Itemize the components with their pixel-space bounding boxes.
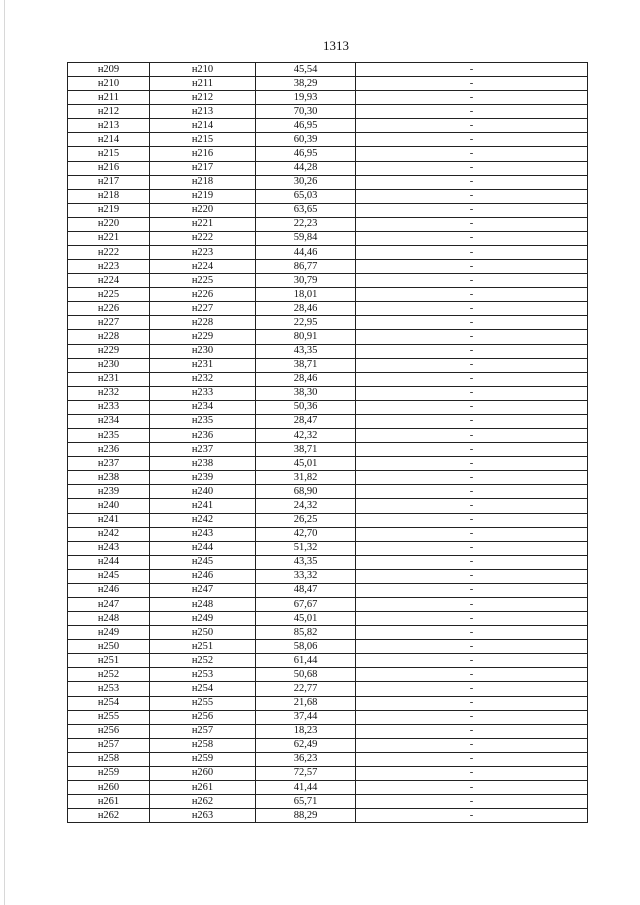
note-cell: - <box>356 91 588 105</box>
note-cell: - <box>356 330 588 344</box>
distance-cell: 60,39 <box>256 133 356 147</box>
from-point-cell: н225 <box>68 288 150 302</box>
from-point-cell: н238 <box>68 471 150 485</box>
from-point-cell: н227 <box>68 316 150 330</box>
from-point-cell: н262 <box>68 809 150 823</box>
distance-cell: 59,84 <box>256 231 356 245</box>
to-point-cell: н235 <box>150 414 256 428</box>
from-point-cell: н211 <box>68 91 150 105</box>
from-point-cell: н256 <box>68 724 150 738</box>
note-cell: - <box>356 527 588 541</box>
to-point-cell: н210 <box>150 63 256 77</box>
note-cell: - <box>356 443 588 457</box>
distance-cell: 19,93 <box>256 91 356 105</box>
to-point-cell: н241 <box>150 499 256 513</box>
to-point-cell: н253 <box>150 668 256 682</box>
table-row <box>68 809 588 823</box>
to-point-cell: н242 <box>150 513 256 527</box>
distance-cell: 38,71 <box>256 358 356 372</box>
note-cell: - <box>356 795 588 809</box>
distance-cell: 43,35 <box>256 555 356 569</box>
distance-cell: 21,68 <box>256 696 356 710</box>
from-point-cell: н221 <box>68 231 150 245</box>
note-cell: - <box>356 203 588 217</box>
to-point-cell: н220 <box>150 203 256 217</box>
from-point-cell: н218 <box>68 189 150 203</box>
to-point-cell: н219 <box>150 189 256 203</box>
note-cell: - <box>356 400 588 414</box>
to-point-cell: н246 <box>150 569 256 583</box>
note-cell: - <box>356 316 588 330</box>
to-point-cell: н217 <box>150 161 256 175</box>
note-cell: - <box>356 710 588 724</box>
to-point-cell: н260 <box>150 766 256 780</box>
from-point-cell: н226 <box>68 302 150 316</box>
table-row <box>68 414 588 428</box>
note-cell: - <box>356 682 588 696</box>
table-row <box>68 77 588 91</box>
table-row <box>68 583 588 597</box>
from-point-cell: н254 <box>68 696 150 710</box>
from-point-cell: н209 <box>68 63 150 77</box>
from-point-cell: н222 <box>68 246 150 260</box>
from-point-cell: н244 <box>68 555 150 569</box>
distance-cell: 42,32 <box>256 429 356 443</box>
note-cell: - <box>356 274 588 288</box>
from-point-cell: н224 <box>68 274 150 288</box>
to-point-cell: н251 <box>150 640 256 654</box>
table-row <box>68 302 588 316</box>
from-point-cell: н228 <box>68 330 150 344</box>
table-row <box>68 344 588 358</box>
note-cell: - <box>356 752 588 766</box>
distance-cell: 88,29 <box>256 809 356 823</box>
from-point-cell: н240 <box>68 499 150 513</box>
table-row <box>68 513 588 527</box>
note-cell: - <box>356 386 588 400</box>
note-cell: - <box>356 696 588 710</box>
distance-cell: 68,90 <box>256 485 356 499</box>
table-row <box>68 63 588 77</box>
table-row <box>68 274 588 288</box>
table-row <box>68 133 588 147</box>
table-row <box>68 372 588 386</box>
note-cell: - <box>356 133 588 147</box>
to-point-cell: н218 <box>150 175 256 189</box>
from-point-cell: н259 <box>68 766 150 780</box>
to-point-cell: н224 <box>150 260 256 274</box>
from-point-cell: н215 <box>68 147 150 161</box>
distance-cell: 61,44 <box>256 654 356 668</box>
distance-cell: 48,47 <box>256 583 356 597</box>
distance-cell: 46,95 <box>256 119 356 133</box>
from-point-cell: н232 <box>68 386 150 400</box>
table-row <box>68 738 588 752</box>
scan-edge <box>4 0 5 905</box>
to-point-cell: н226 <box>150 288 256 302</box>
distance-cell: 28,46 <box>256 372 356 386</box>
note-cell: - <box>356 175 588 189</box>
table-row <box>68 429 588 443</box>
note-cell: - <box>356 105 588 119</box>
to-point-cell: н263 <box>150 809 256 823</box>
from-point-cell: н246 <box>68 583 150 597</box>
distance-cell: 28,47 <box>256 414 356 428</box>
to-point-cell: н233 <box>150 386 256 400</box>
distance-cell: 65,71 <box>256 795 356 809</box>
table-row <box>68 189 588 203</box>
distance-cell: 24,32 <box>256 499 356 513</box>
table-row <box>68 640 588 654</box>
note-cell: - <box>356 231 588 245</box>
note-cell: - <box>356 668 588 682</box>
from-point-cell: н258 <box>68 752 150 766</box>
from-point-cell: н234 <box>68 414 150 428</box>
distance-cell: 63,65 <box>256 203 356 217</box>
to-point-cell: н248 <box>150 597 256 611</box>
to-point-cell: н230 <box>150 344 256 358</box>
note-cell: - <box>356 429 588 443</box>
to-point-cell: н258 <box>150 738 256 752</box>
to-point-cell: н236 <box>150 429 256 443</box>
note-cell: - <box>356 738 588 752</box>
to-point-cell: н237 <box>150 443 256 457</box>
distance-cell: 37,44 <box>256 710 356 724</box>
table-row <box>68 358 588 372</box>
table-row <box>68 795 588 809</box>
note-cell: - <box>356 809 588 823</box>
table-row <box>68 386 588 400</box>
to-point-cell: н255 <box>150 696 256 710</box>
to-point-cell: н245 <box>150 555 256 569</box>
to-point-cell: н232 <box>150 372 256 386</box>
to-point-cell: н252 <box>150 654 256 668</box>
note-cell: - <box>356 640 588 654</box>
from-point-cell: н247 <box>68 597 150 611</box>
from-point-cell: н241 <box>68 513 150 527</box>
distance-cell: 30,26 <box>256 175 356 189</box>
data-table-container <box>67 62 587 823</box>
page-number: 1313 <box>323 38 349 53</box>
from-point-cell: н236 <box>68 443 150 457</box>
distance-cell: 44,28 <box>256 161 356 175</box>
table-row <box>68 527 588 541</box>
distance-cell: 51,32 <box>256 541 356 555</box>
note-cell: - <box>356 541 588 555</box>
table-row <box>68 175 588 189</box>
distance-cell: 44,46 <box>256 246 356 260</box>
from-point-cell: н231 <box>68 372 150 386</box>
note-cell: - <box>356 344 588 358</box>
from-point-cell: н249 <box>68 626 150 640</box>
table-row <box>68 696 588 710</box>
to-point-cell: н211 <box>150 77 256 91</box>
distance-cell: 50,68 <box>256 668 356 682</box>
table-row <box>68 499 588 513</box>
to-point-cell: н238 <box>150 457 256 471</box>
to-point-cell: н234 <box>150 400 256 414</box>
table-row <box>68 555 588 569</box>
note-cell: - <box>356 246 588 260</box>
table-row <box>68 400 588 414</box>
distance-cell: 22,95 <box>256 316 356 330</box>
distance-cell: 67,67 <box>256 597 356 611</box>
to-point-cell: н231 <box>150 358 256 372</box>
table-row <box>68 457 588 471</box>
distance-cell: 86,77 <box>256 260 356 274</box>
note-cell: - <box>356 217 588 231</box>
from-point-cell: н229 <box>68 344 150 358</box>
to-point-cell: н256 <box>150 710 256 724</box>
note-cell: - <box>356 513 588 527</box>
from-point-cell: н230 <box>68 358 150 372</box>
table-row <box>68 569 588 583</box>
from-point-cell: н223 <box>68 260 150 274</box>
distance-cell: 85,82 <box>256 626 356 640</box>
distance-cell: 31,82 <box>256 471 356 485</box>
table-row <box>68 147 588 161</box>
note-cell: - <box>356 780 588 794</box>
note-cell: - <box>356 358 588 372</box>
from-point-cell: н255 <box>68 710 150 724</box>
distance-cell: 30,79 <box>256 274 356 288</box>
from-point-cell: н242 <box>68 527 150 541</box>
table-row <box>68 626 588 640</box>
table-row <box>68 288 588 302</box>
from-point-cell: н214 <box>68 133 150 147</box>
table-row <box>68 752 588 766</box>
note-cell: - <box>356 147 588 161</box>
from-point-cell: н237 <box>68 457 150 471</box>
table-row <box>68 203 588 217</box>
note-cell: - <box>356 457 588 471</box>
from-point-cell: н261 <box>68 795 150 809</box>
distance-cell: 22,77 <box>256 682 356 696</box>
distance-cell: 38,71 <box>256 443 356 457</box>
distance-cell: 46,95 <box>256 147 356 161</box>
distance-cell: 41,44 <box>256 780 356 794</box>
to-point-cell: н257 <box>150 724 256 738</box>
distance-cell: 28,46 <box>256 302 356 316</box>
note-cell: - <box>356 654 588 668</box>
note-cell: - <box>356 626 588 640</box>
table-row <box>68 597 588 611</box>
table-row <box>68 161 588 175</box>
distance-cell: 80,91 <box>256 330 356 344</box>
distance-cell: 33,32 <box>256 569 356 583</box>
table-row <box>68 316 588 330</box>
table-row <box>68 668 588 682</box>
to-point-cell: н244 <box>150 541 256 555</box>
from-point-cell: н212 <box>68 105 150 119</box>
table-row <box>68 541 588 555</box>
from-point-cell: н245 <box>68 569 150 583</box>
from-point-cell: н253 <box>68 682 150 696</box>
note-cell: - <box>356 161 588 175</box>
from-point-cell: н210 <box>68 77 150 91</box>
to-point-cell: н212 <box>150 91 256 105</box>
note-cell: - <box>356 288 588 302</box>
table-row <box>68 471 588 485</box>
table-row <box>68 682 588 696</box>
note-cell: - <box>356 63 588 77</box>
to-point-cell: н240 <box>150 485 256 499</box>
distance-cell: 36,23 <box>256 752 356 766</box>
to-point-cell: н214 <box>150 119 256 133</box>
note-cell: - <box>356 555 588 569</box>
table-row <box>68 766 588 780</box>
from-point-cell: н250 <box>68 640 150 654</box>
to-point-cell: н259 <box>150 752 256 766</box>
table-row <box>68 485 588 499</box>
to-point-cell: н222 <box>150 231 256 245</box>
to-point-cell: н223 <box>150 246 256 260</box>
to-point-cell: н262 <box>150 795 256 809</box>
note-cell: - <box>356 499 588 513</box>
table-row <box>68 119 588 133</box>
distance-cell: 45,01 <box>256 457 356 471</box>
from-point-cell: н217 <box>68 175 150 189</box>
from-point-cell: н220 <box>68 217 150 231</box>
to-point-cell: н247 <box>150 583 256 597</box>
note-cell: - <box>356 766 588 780</box>
from-point-cell: н252 <box>68 668 150 682</box>
note-cell: - <box>356 189 588 203</box>
to-point-cell: н254 <box>150 682 256 696</box>
distance-cell: 62,49 <box>256 738 356 752</box>
note-cell: - <box>356 372 588 386</box>
from-point-cell: н213 <box>68 119 150 133</box>
to-point-cell: н216 <box>150 147 256 161</box>
to-point-cell: н225 <box>150 274 256 288</box>
note-cell: - <box>356 302 588 316</box>
note-cell: - <box>356 724 588 738</box>
note-cell: - <box>356 471 588 485</box>
distance-cell: 72,57 <box>256 766 356 780</box>
table-row <box>68 612 588 626</box>
to-point-cell: н250 <box>150 626 256 640</box>
data-table <box>67 62 588 823</box>
table-row <box>68 246 588 260</box>
distance-cell: 18,01 <box>256 288 356 302</box>
table-row <box>68 710 588 724</box>
to-point-cell: н213 <box>150 105 256 119</box>
distance-cell: 18,23 <box>256 724 356 738</box>
distance-cell: 38,30 <box>256 386 356 400</box>
distance-cell: 22,23 <box>256 217 356 231</box>
from-point-cell: н251 <box>68 654 150 668</box>
note-cell: - <box>356 260 588 274</box>
note-cell: - <box>356 612 588 626</box>
from-point-cell: н216 <box>68 161 150 175</box>
table-row <box>68 217 588 231</box>
distance-cell: 38,29 <box>256 77 356 91</box>
from-point-cell: н260 <box>68 780 150 794</box>
table-row <box>68 443 588 457</box>
from-point-cell: н257 <box>68 738 150 752</box>
distance-cell: 26,25 <box>256 513 356 527</box>
to-point-cell: н215 <box>150 133 256 147</box>
from-point-cell: н239 <box>68 485 150 499</box>
to-point-cell: н243 <box>150 527 256 541</box>
table-row <box>68 724 588 738</box>
table-row <box>68 260 588 274</box>
from-point-cell: н243 <box>68 541 150 555</box>
note-cell: - <box>356 77 588 91</box>
note-cell: - <box>356 414 588 428</box>
table-body <box>68 63 588 823</box>
note-cell: - <box>356 485 588 499</box>
to-point-cell: н227 <box>150 302 256 316</box>
distance-cell: 45,54 <box>256 63 356 77</box>
distance-cell: 50,36 <box>256 400 356 414</box>
from-point-cell: н233 <box>68 400 150 414</box>
distance-cell: 58,06 <box>256 640 356 654</box>
table-row <box>68 105 588 119</box>
to-point-cell: н261 <box>150 780 256 794</box>
from-point-cell: н235 <box>68 429 150 443</box>
table-row <box>68 231 588 245</box>
to-point-cell: н249 <box>150 612 256 626</box>
to-point-cell: н239 <box>150 471 256 485</box>
note-cell: - <box>356 119 588 133</box>
table-row <box>68 780 588 794</box>
from-point-cell: н219 <box>68 203 150 217</box>
distance-cell: 42,70 <box>256 527 356 541</box>
distance-cell: 65,03 <box>256 189 356 203</box>
distance-cell: 70,30 <box>256 105 356 119</box>
to-point-cell: н229 <box>150 330 256 344</box>
table-row <box>68 91 588 105</box>
table-row <box>68 654 588 668</box>
distance-cell: 45,01 <box>256 612 356 626</box>
note-cell: - <box>356 583 588 597</box>
note-cell: - <box>356 569 588 583</box>
table-row <box>68 330 588 344</box>
to-point-cell: н221 <box>150 217 256 231</box>
to-point-cell: н228 <box>150 316 256 330</box>
note-cell: - <box>356 597 588 611</box>
distance-cell: 43,35 <box>256 344 356 358</box>
from-point-cell: н248 <box>68 612 150 626</box>
